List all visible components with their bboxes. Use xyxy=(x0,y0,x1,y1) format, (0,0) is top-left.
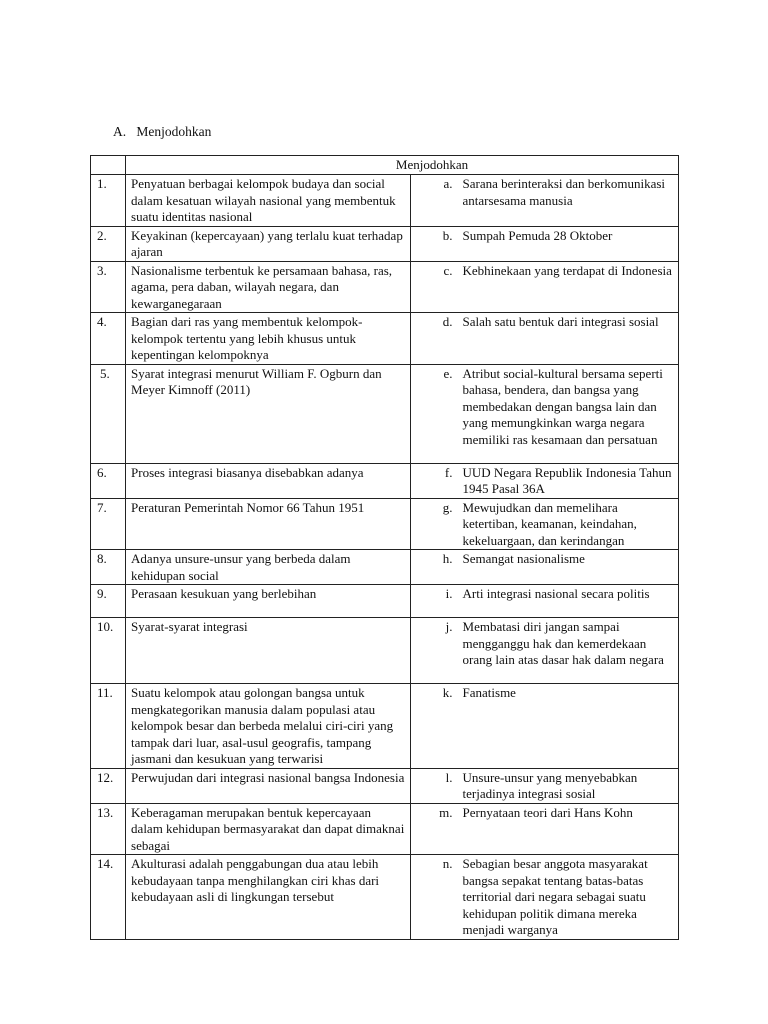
answer-text: Sebagian besar anggota masyarakat bangsa sepakat tentang batas-batas territorial dari negara sebagai suatu kehidupan politik dimana mereka menjadi warganya xyxy=(462,856,648,937)
answer-letter: c. xyxy=(443,262,453,278)
row-number: 10. xyxy=(97,619,114,634)
table-row xyxy=(91,463,679,498)
question-text: Nasionalisme terbentuk ke persamaan bahasa, ras, agama, pera daban, wilayah negara, dan kewarganegaraan xyxy=(131,262,393,311)
table-row xyxy=(91,498,679,550)
row-number: 2. xyxy=(97,227,107,243)
answer-option xyxy=(411,365,678,449)
answer-text: Fanatisme xyxy=(462,685,516,700)
answer-letter: n. xyxy=(442,856,453,871)
answer-option xyxy=(411,855,678,939)
section-heading xyxy=(113,124,211,140)
answer-letter: b. xyxy=(442,227,453,243)
answer-letter: j. xyxy=(445,619,453,634)
answer-option xyxy=(411,262,678,280)
question-cell xyxy=(126,364,410,463)
row-number-cell xyxy=(91,550,126,585)
answer-option xyxy=(411,175,678,209)
question-text: Proses integrasi biasanya disebabkan adanya xyxy=(131,464,364,480)
answer-text: Kebhinekaan yang terdapat di Indonesia xyxy=(462,262,672,278)
question-text: Syarat-syarat integrasi xyxy=(131,619,248,634)
question-cell xyxy=(126,261,410,313)
question-text: Bagian dari ras yang membentuk kelompok-kelompok tertentu yang lebih khusus untuk kepentingan kelompoknya xyxy=(131,314,363,362)
row-number-cell xyxy=(91,364,126,463)
question-cell xyxy=(126,684,410,769)
answer-cell xyxy=(410,175,678,227)
answer-text: Atribut social-kultural bersama seperti bahasa, bendera, dan bangsa yang membedakan dengan bangsa lain dan yang memungkinkan warga negara memiliki ras kesamaan dan persatuan xyxy=(462,365,663,447)
table-row xyxy=(91,226,679,261)
section-title: Menjodohkan xyxy=(136,124,212,139)
row-number-cell xyxy=(91,226,126,261)
answer-cell xyxy=(410,463,678,498)
table-header-cell xyxy=(126,156,679,175)
row-number-cell xyxy=(91,498,126,550)
answer-cell xyxy=(410,226,678,261)
answer-text: Salah satu bentuk dari integrasi sosial xyxy=(462,314,659,329)
question-cell xyxy=(126,175,410,227)
question-cell xyxy=(126,463,410,498)
row-number: 12. xyxy=(97,769,114,785)
section-letter: A. xyxy=(113,124,127,139)
question-text: Adanya unsure-unsur yang berbeda dalam kehidupan social xyxy=(131,551,351,583)
row-number-cell xyxy=(91,803,126,855)
answer-cell xyxy=(410,684,678,769)
answer-text: Pernyataan teori dari Hans Kohn xyxy=(462,804,633,820)
row-number-cell xyxy=(91,855,126,940)
answer-cell xyxy=(410,498,678,550)
answer-letter: i. xyxy=(445,586,453,601)
answer-letter: g. xyxy=(442,499,453,515)
question-text: Keberagaman merupakan bentuk kepercayaan dalam kehidupan bermasyarakat dan dapat dimaknai sebagai xyxy=(131,804,405,853)
question-cell xyxy=(126,313,410,365)
answer-letter: m. xyxy=(439,804,453,820)
question-text: Penyatuan berbagai kelompok budaya dan social dalam kesatuan wilayah nasional yang membentuk suatu identitas nasional xyxy=(131,176,396,224)
answer-cell xyxy=(410,261,678,313)
table-row xyxy=(91,313,679,365)
question-text: Akulturasi adalah penggabungan dua atau lebih kebudayaan tanpa menghilangkan ciri khas dari kebudayaan asli di lingkungan tersebut xyxy=(131,856,380,904)
row-number: 4. xyxy=(97,314,107,329)
answer-option xyxy=(411,313,678,331)
question-cell xyxy=(126,768,410,803)
row-number: 13. xyxy=(97,804,114,820)
matching-table xyxy=(90,155,679,940)
answer-option xyxy=(411,464,678,498)
answer-text: Sumpah Pemuda 28 Oktober xyxy=(462,227,613,243)
answer-cell xyxy=(410,550,678,585)
row-number-cell xyxy=(91,463,126,498)
table-row xyxy=(91,855,679,940)
answer-text: Semangat nasionalisme xyxy=(462,551,585,566)
answer-cell xyxy=(410,803,678,855)
answer-cell xyxy=(410,313,678,365)
answer-letter: f. xyxy=(444,464,453,480)
row-number-cell xyxy=(91,313,126,365)
table-row xyxy=(91,585,679,618)
answer-option xyxy=(411,227,678,245)
question-text: Keyakinan (kepercayaan) yang terlalu kuat terhadap ajaran xyxy=(131,227,403,259)
question-cell xyxy=(126,498,410,550)
answer-letter: a. xyxy=(443,176,453,191)
answer-text: Arti integrasi nasional secara politis xyxy=(462,586,650,601)
question-cell xyxy=(126,618,410,684)
question-text: Syarat integrasi menurut William F. Ogburn dan Meyer Kimnoff (2011) xyxy=(131,365,382,397)
question-text: Perasaan kesukuan yang berlebihan xyxy=(131,586,317,601)
row-number: 7. xyxy=(97,499,107,515)
question-text: Suatu kelompok atau golongan bangsa untuk mengkategorikan manusia dalam populasi atau kelompok besar dan berbeda melalui ciri-ciri yang tampak dari luar, asal-usul geografis, tampang jasmani dan kesukuan yang terwarisi xyxy=(131,685,394,766)
answer-option xyxy=(411,684,678,702)
question-cell xyxy=(126,550,410,585)
table-row xyxy=(91,684,679,769)
table-row xyxy=(91,803,679,855)
row-number: 1. xyxy=(97,176,107,191)
answer-text: Mewujudkan dan memelihara ketertiban, keamanan, keindahan, kekeluargaan, dan kerindangan xyxy=(462,499,637,548)
row-number: 5. xyxy=(100,365,110,381)
row-number-cell xyxy=(91,175,126,227)
row-number: 9. xyxy=(97,586,107,601)
question-cell xyxy=(126,855,410,940)
answer-cell xyxy=(410,855,678,940)
table-row xyxy=(91,175,679,227)
table-row xyxy=(91,364,679,463)
row-number: 6. xyxy=(97,464,107,480)
row-number-cell xyxy=(91,768,126,803)
row-number: 3. xyxy=(97,262,107,278)
header-empty-cell xyxy=(91,156,126,175)
question-text: Perwujudan dari integrasi nasional bangsa Indonesia xyxy=(131,769,405,785)
answer-cell xyxy=(410,364,678,463)
answer-option xyxy=(411,550,678,568)
row-number-cell xyxy=(91,618,126,684)
table-row xyxy=(91,618,679,684)
table-row xyxy=(91,768,679,803)
row-number-cell xyxy=(91,585,126,618)
answer-option xyxy=(411,585,678,603)
answer-text: Membatasi diri jangan sampai mengganggu hak dan kemerdekaan orang lain atas dasar hak dalam negara xyxy=(462,619,664,667)
table-row xyxy=(91,550,679,585)
table-row xyxy=(91,261,679,313)
answer-option xyxy=(411,499,678,550)
row-number-cell xyxy=(91,684,126,769)
answer-text: Unsure-unsur yang menyebabkan terjadinya integrasi sosial xyxy=(462,769,638,801)
question-cell xyxy=(126,585,410,618)
answer-option xyxy=(411,804,678,822)
answer-option xyxy=(411,769,678,803)
row-number: 8. xyxy=(97,551,107,566)
answer-cell xyxy=(410,618,678,684)
table-header-row xyxy=(91,156,679,175)
question-cell xyxy=(126,226,410,261)
row-number: 14. xyxy=(97,856,114,871)
answer-letter: h. xyxy=(442,551,453,566)
row-number-cell xyxy=(91,261,126,313)
answer-text: Sarana berinteraksi dan berkomunikasi antarsesama manusia xyxy=(462,176,666,208)
table-header-title: Menjodohkan xyxy=(395,157,469,172)
question-cell xyxy=(126,803,410,855)
answer-cell xyxy=(410,768,678,803)
answer-letter: e. xyxy=(443,365,453,381)
answer-option xyxy=(411,618,678,669)
answer-cell xyxy=(410,585,678,618)
answer-text: UUD Negara Republik Indonesia Tahun 1945 Pasal 36A xyxy=(462,464,672,496)
answer-letter: d. xyxy=(442,314,453,329)
row-number: 11. xyxy=(97,685,113,700)
question-text: Peraturan Pemerintah Nomor 66 Tahun 1951 xyxy=(131,499,365,515)
answer-letter: l. xyxy=(445,769,453,785)
answer-letter: k. xyxy=(442,685,453,700)
